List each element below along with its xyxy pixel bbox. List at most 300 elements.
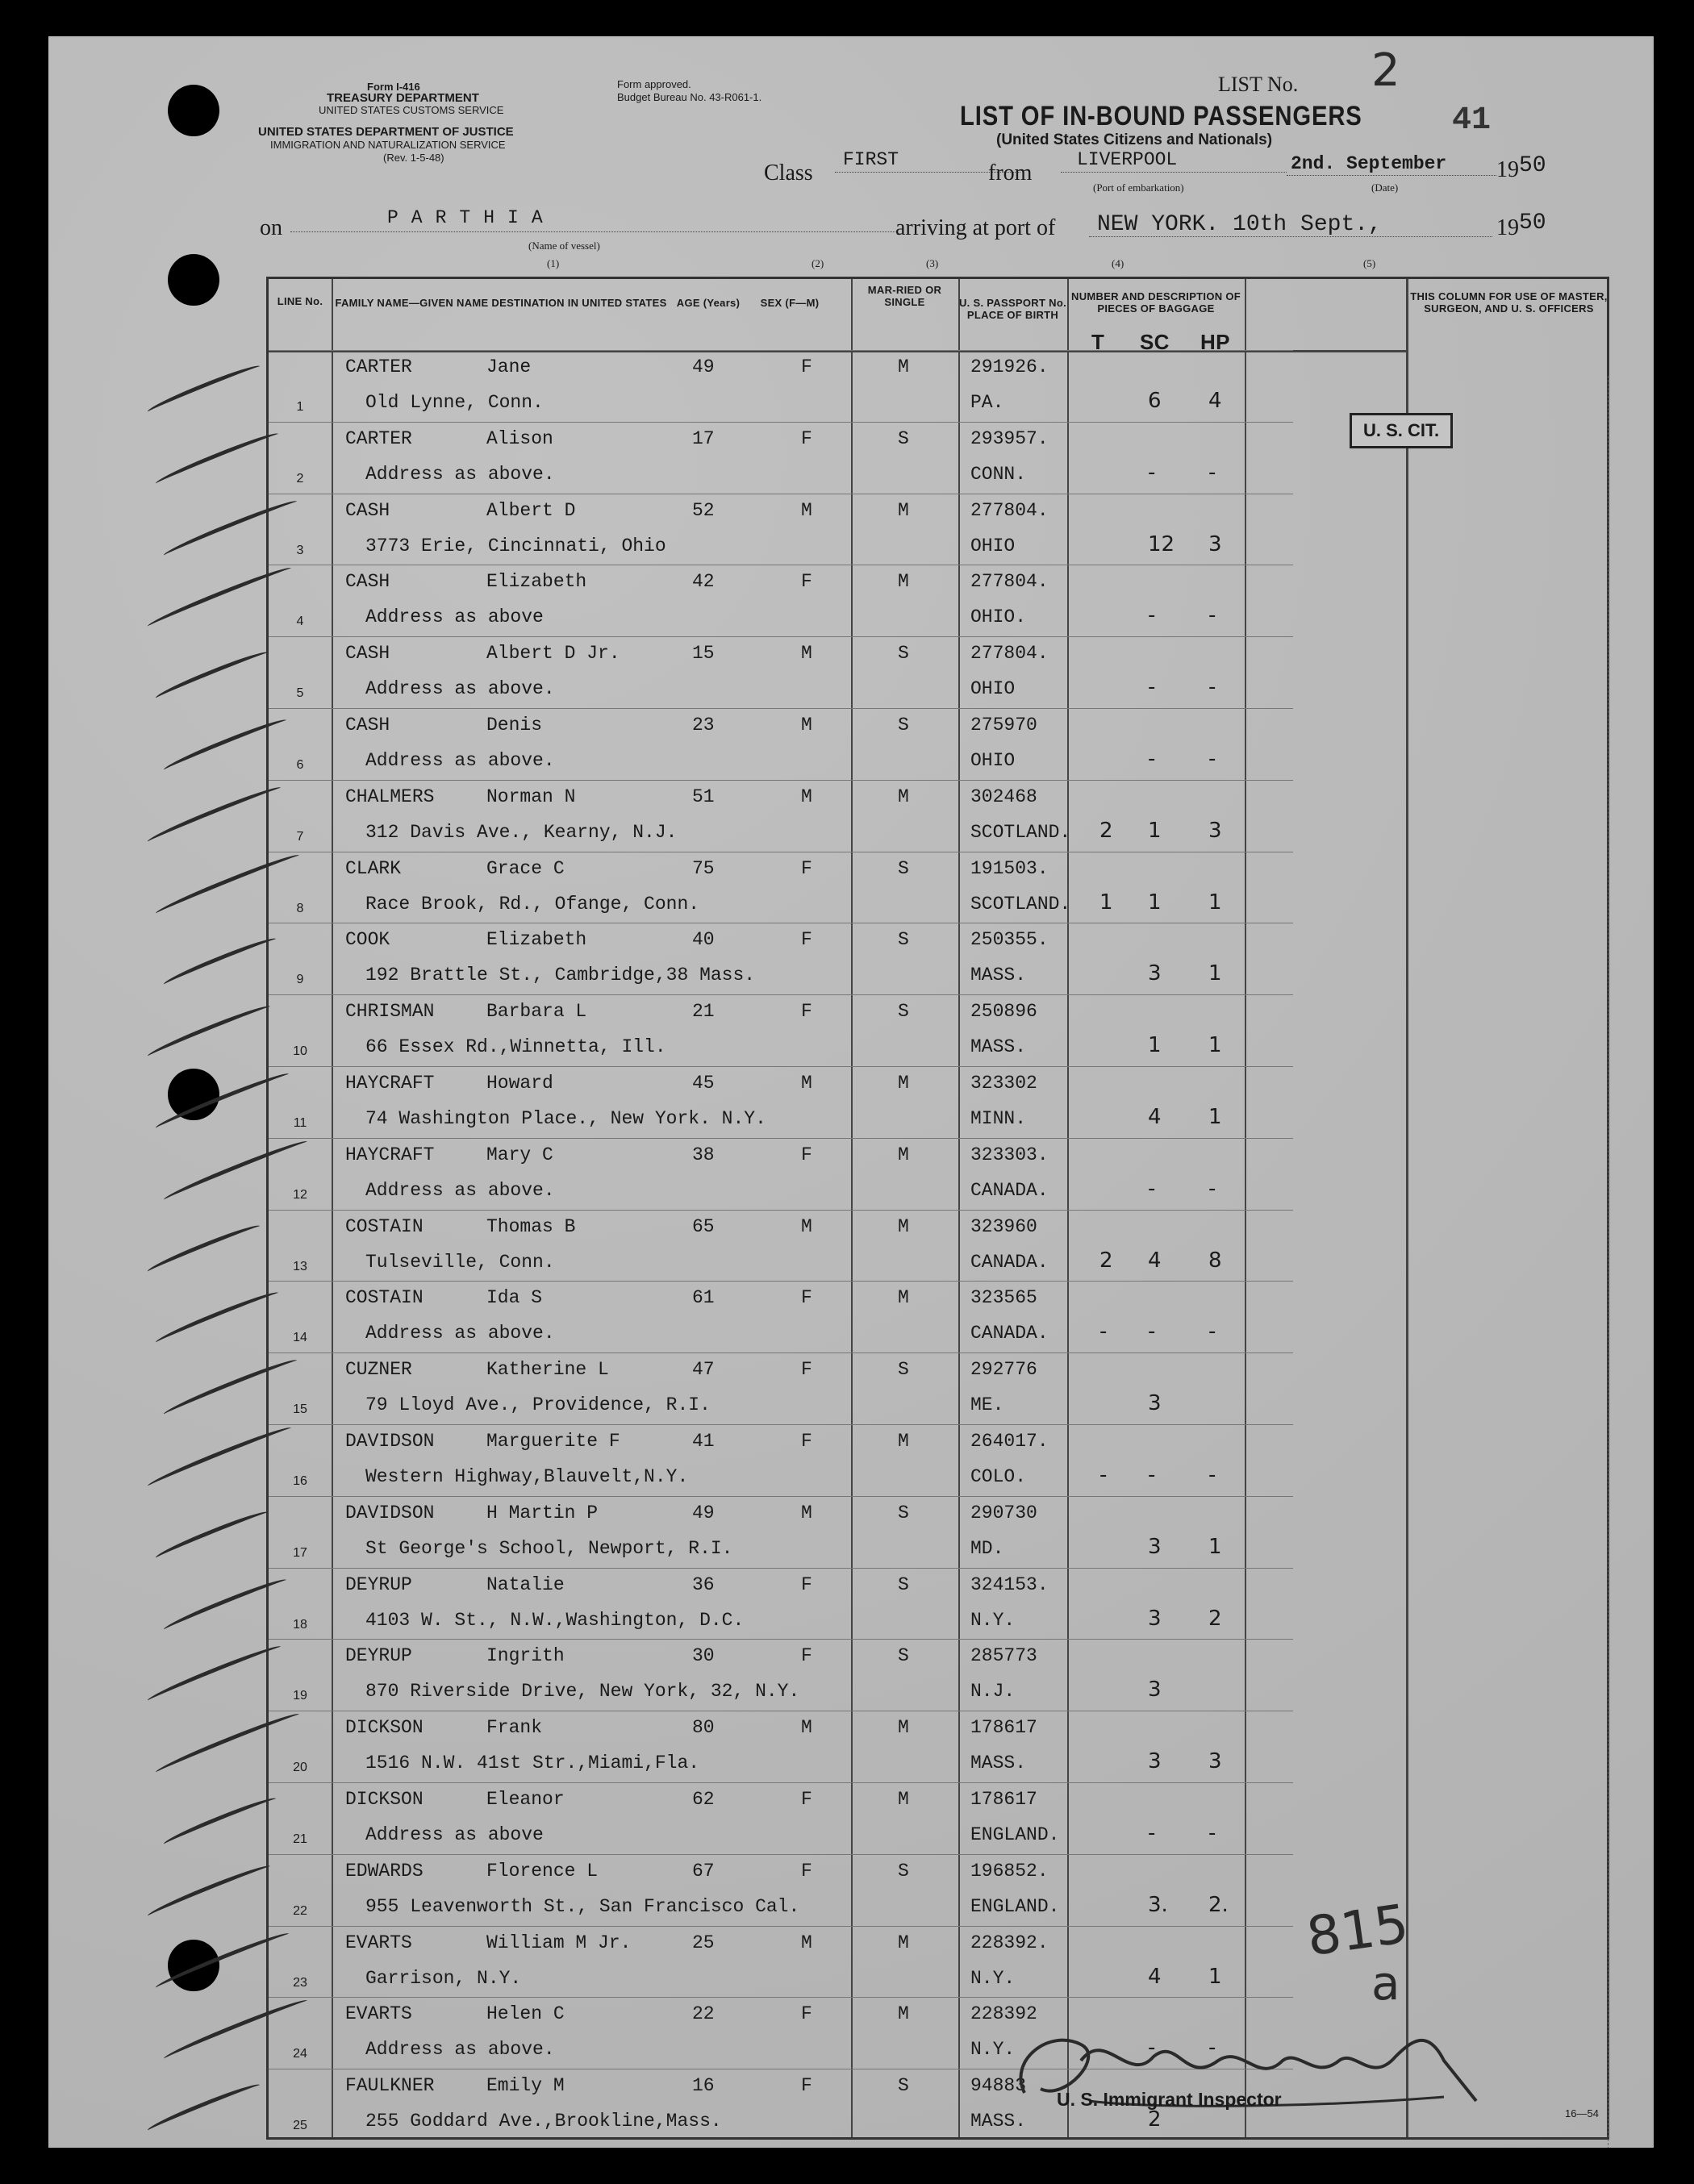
family-name: CLARK [345,857,402,879]
table-row [269,1496,1612,1567]
given-name: William M Jr. [486,1932,632,1953]
baggage-suitcases: - [1148,1176,1156,1201]
row-divider [269,1066,1293,1067]
passport-number: 178617 [970,1717,1037,1739]
age: 61 [692,1287,715,1309]
sex: M [801,1502,812,1523]
place-of-birth: MINN. [970,1108,1027,1129]
ins-service: IMMIGRATION AND NATURALIZATION SERVICE [270,139,506,151]
baggage-suitcases: 4 [1148,1105,1162,1129]
given-name: Thomas B [486,1215,576,1237]
margin-note-number: 815 [1303,1892,1412,1969]
passport-number: 323303. [970,1144,1049,1165]
sex: M [801,1215,812,1237]
place-of-birth: SCOTLAND. [970,821,1071,843]
marital-status: S [898,1645,909,1667]
baggage-suitcases: 3 [1148,1678,1162,1703]
destination-address: Address as above. [365,1179,555,1201]
marital-status: S [898,2075,909,2097]
sex: F [801,1431,812,1452]
marital-status: M [898,1073,909,1094]
given-name: H Martin P [486,1502,599,1523]
baggage-suitcases: - [1148,1319,1156,1344]
passport-number: 323302 [970,1073,1037,1094]
line-number: 7 [296,829,304,844]
destination-address: Garrison, N.Y. [365,1967,522,1989]
line-number: 9 [296,973,304,987]
family-name: DICKSON [345,1789,424,1810]
row-divider [269,1496,1293,1497]
passport-number: 277804. [970,499,1049,521]
baggage-suitcases: 2 [1148,2107,1162,2132]
passport-number: 196852. [970,1860,1049,1882]
header-married: MAR-RIED OR SINGLE [867,284,942,308]
age: 22 [692,2003,715,2025]
given-name: Jane [486,356,532,377]
sex: F [801,1287,812,1309]
given-name: Barbara L [486,1001,587,1023]
departure-date: 2nd. September [1291,153,1447,174]
line-number: 25 [293,2119,307,2133]
row-divider [269,1281,1293,1282]
marital-status: M [898,786,909,807]
marital-status: M [898,499,909,521]
table-row [269,780,1612,851]
baggage-handpieces: 4 [1208,389,1222,413]
age: 21 [692,1001,715,1023]
line-number: 18 [293,1617,307,1632]
marital-status: M [898,1932,909,1953]
baggage-suitcases: 6 [1148,389,1162,413]
sex: F [801,1144,812,1165]
table-row [269,636,1612,707]
given-name: Helen C [486,2003,565,2025]
row-divider [269,1210,1293,1211]
document-sheet [48,36,1654,2148]
table-row [269,923,1612,994]
place-of-birth: CANADA. [970,1179,1049,1201]
given-name: Frank [486,1717,543,1739]
given-name: Howard [486,1073,553,1094]
table-row [269,1281,1612,1352]
sex: F [801,2003,812,2025]
row-divider [269,1639,1293,1640]
place-of-birth: CANADA. [970,1251,1049,1273]
baggage-handpieces: 1 [1208,1033,1222,1058]
destination-address: 870 Riverside Drive, New York, 32, N.Y. [365,1681,800,1703]
sex: M [801,499,812,521]
sex: F [801,1789,812,1810]
family-name: DEYRUP [345,1645,412,1667]
age: 49 [692,356,715,377]
baggage-suitcases: - [1148,1463,1156,1487]
passport-number: 178617 [970,1789,1037,1810]
arrival-year-prefix: 19 [1496,215,1519,240]
place-of-birth: ME. [970,1394,1004,1416]
baggage-suitcases: 3. [1148,1892,1168,1917]
baggage-suitcases: 1 [1148,1033,1162,1058]
sex: F [801,929,812,951]
given-name: Denis [486,715,543,736]
budget-bureau: Budget Bureau No. 43-R061-1. [617,91,762,103]
table-row [269,1711,1612,1782]
age: 41 [692,1431,715,1452]
passenger-table [266,277,1609,2140]
check-mark [146,1642,283,1706]
sex: M [801,1932,812,1953]
given-name: Katherine L [486,1359,609,1381]
age: 80 [692,1717,715,1739]
baggage-trunks: - [1099,1319,1108,1344]
header-age: AGE (Years) [676,297,741,309]
row-divider [269,422,1293,423]
line-number: 23 [293,1975,307,1990]
destination-address: Address as above. [365,750,555,771]
sex: M [801,1073,812,1094]
marital-status: M [898,356,909,377]
destination-address: 955 Leavenworth St., San Francisco Cal. [365,1895,800,1917]
destination-address: Address as above. [365,678,555,700]
header-line-no: LINE No. [277,295,323,307]
check-mark [154,429,281,488]
row-divider [269,1854,1293,1855]
baggage-suitcases: 4 [1148,1964,1162,1989]
form-revision: (Rev. 1-5-48) [383,152,444,164]
line-number: 1 [296,400,304,414]
given-name: Elizabeth [486,929,587,951]
baggage-handpieces: 3 [1208,1749,1222,1774]
sex: F [801,1001,812,1023]
family-name: FAULKNER [345,2075,435,2097]
age: 52 [692,499,715,521]
inspector-caption: U. S. Immigrant Inspector [1057,2089,1282,2110]
check-mark [154,648,270,702]
table-row [269,1066,1612,1137]
given-name: Eleanor [486,1789,565,1810]
sex: F [801,1860,812,1882]
given-name: Florence L [486,1860,599,1882]
sex: F [801,356,812,377]
form-number: Form I-416 [367,81,420,93]
age: 62 [692,1789,715,1810]
destination-address: Address as above. [365,2039,555,2061]
age: 38 [692,1144,715,1165]
page-subtitle: (United States Citizens and Nationals) [996,131,1273,148]
given-name: Mary C [486,1144,553,1165]
given-name: Ingrith [486,1645,565,1667]
arriving-label: arriving at port of [895,215,1056,240]
marital-status: M [898,1717,909,1739]
passport-number: 94883 [970,2075,1027,2097]
marital-status: M [898,1144,909,1165]
from-label: from [988,160,1033,185]
age: 15 [692,643,715,665]
row-divider [269,1424,1293,1425]
page-number: 41 [1452,102,1492,139]
given-name: Elizabeth [486,571,587,593]
passport-number: 228392 [970,2003,1037,2025]
header-name: FAMILY NAME—GIVEN NAME DESTINATION IN UNITED STATES [335,297,667,309]
marital-status: S [898,1502,909,1523]
check-mark [146,361,262,416]
table-row [269,565,1612,636]
family-name: COOK [345,929,390,951]
place-of-birth: SCOTLAND. [970,893,1071,915]
destination-address: Address as above. [365,1323,555,1344]
check-mark [146,1221,262,1276]
baggage-handpieces: - [1208,2036,1216,2061]
family-name: DEYRUP [345,1573,412,1595]
family-name: HAYCRAFT [345,1073,435,1094]
baggage-handpieces: - [1208,1176,1216,1201]
place-of-birth: OHIO [970,535,1016,556]
passport-number: 191503. [970,857,1049,879]
line-number: 16 [293,1474,307,1488]
line-number: 10 [293,1044,307,1059]
destination-address: Old Lynne, Conn. [365,392,544,413]
place-of-birth: ENGLAND. [970,1824,1060,1845]
marital-status: S [898,929,909,951]
port-embark-caption: (Port of embarkation) [1093,181,1184,194]
marital-status: M [898,2003,909,2025]
baggage-suitcases: - [1148,460,1156,485]
table-row [269,422,1612,493]
marital-status: M [898,1431,909,1452]
destination-address: Race Brook, Rd., Ofange, Conn. [365,893,700,915]
line-number: 4 [296,615,304,629]
line-number: 12 [293,1187,307,1202]
line-number: 22 [293,1903,307,1918]
table-row [269,494,1612,565]
baggage-suitcases: - [1148,603,1156,628]
baggage-suitcases: 3 [1148,1391,1162,1416]
row-divider [269,1926,1293,1927]
passport-number: 293957. [970,427,1049,449]
row-divider [269,1138,1293,1139]
place-of-birth: ENGLAND. [970,1895,1060,1917]
row-divider [269,994,1293,995]
passport-number: 324153. [970,1573,1049,1595]
baggage-handpieces: - [1208,747,1216,771]
family-name: CARTER [345,427,412,449]
line-number: 24 [293,2047,307,2061]
family-name: DAVIDSON [345,1431,435,1452]
family-name: CHRISMAN [345,1001,435,1023]
passport-number: 323960 [970,1215,1037,1237]
row-divider [269,636,1293,637]
age: 47 [692,1359,715,1381]
age: 67 [692,1860,715,1882]
baggage-trunks: 2 [1099,818,1113,843]
family-name: EVARTS [345,2003,412,2025]
passport-number: 290730 [970,1502,1037,1523]
margin-note-letter: a [1371,1956,1400,2011]
passport-number: 275970 [970,715,1037,736]
destination-address: 74 Washington Place., New York. N.Y. [365,1108,766,1129]
table-row [269,1138,1612,1209]
customs-service: UNITED STATES CUSTOMS SERVICE [319,104,504,116]
baggage-suitcases: - [1148,675,1156,700]
marital-status: S [898,427,909,449]
arrival-port-date: NEW YORK. 10th Sept., [1097,212,1382,237]
passport-number: 277804. [970,571,1049,593]
list-no-label: LIST No. [1218,73,1299,96]
marital-status: S [898,643,909,665]
age: 75 [692,857,715,879]
age: 16 [692,2075,715,2097]
place-of-birth: MASS. [970,1753,1027,1774]
sex: F [801,427,812,449]
check-mark [154,1507,270,1562]
destination-address: Western Highway,Blauvelt,N.Y. [365,1466,689,1487]
passport-number: 264017. [970,1431,1049,1452]
col-num-3: (3) [926,257,939,269]
line-number: 13 [293,1259,307,1273]
passport-number: 302468 [970,786,1037,807]
baggage-suitcases: 3 [1148,961,1162,986]
destination-address: 66 Essex Rd.,Winnetta, Ill. [365,1036,666,1058]
family-name: CHALMERS [345,786,435,807]
table-row [269,1782,1612,1853]
col-num-4: (4) [1112,257,1124,269]
table-row [269,1854,1612,1925]
table-row [269,1210,1612,1281]
sex: F [801,1645,812,1667]
baggage-suitcases: 12 [1148,531,1175,556]
baggage-suitcases: 3 [1148,1749,1162,1774]
family-name: CASH [345,571,390,593]
baggage-handpieces: - [1208,1821,1216,1845]
row-divider [269,780,1293,781]
line-number: 20 [293,1761,307,1775]
justice-dept: UNITED STATES DEPARTMENT OF JUSTICE [258,125,514,139]
passport-number: 323565 [970,1287,1037,1309]
table-row [269,708,1612,779]
marital-status: S [898,1359,909,1381]
header-bag-t: T [1091,330,1105,354]
destination-address: 192 Brattle St., Cambridge,38 Mass. [365,965,756,986]
age: 17 [692,427,715,449]
given-name: Alison [486,427,553,449]
given-name: Emily M [486,2075,565,2097]
given-name: Albert D [486,499,576,521]
header-passport: U. S. PASSPORT No. PLACE OF BIRTH [958,297,1066,321]
destination-address: 4103 W. St., N.W.,Washington, D.C. [365,1609,745,1631]
page-title: LIST OF IN-BOUND PASSENGERS [960,101,1362,131]
baggage-suitcases: 3 [1148,1534,1162,1559]
destination-address: Address as above. [365,463,555,485]
header-bag-hp: HP [1200,330,1230,354]
place-of-birth: OHIO. [970,606,1027,628]
given-name: Natalie [486,1573,565,1595]
given-name: Albert D Jr. [486,643,620,665]
family-name: CASH [345,499,390,521]
age: 49 [692,1502,715,1523]
row-divider [269,1568,1293,1569]
form-code: 16—54 [1565,2107,1599,2119]
age: 51 [692,786,715,807]
binder-hole [168,85,219,136]
passport-number: 277804. [970,643,1049,665]
destination-address: 3773 Erie, Cincinnati, Ohio [365,535,666,556]
place-of-birth: MD. [970,1537,1004,1559]
age: 40 [692,929,715,951]
family-name: COSTAIN [345,1215,424,1237]
vessel-name: PARTHIA [387,207,556,228]
check-mark [146,1861,273,1920]
line-number: 5 [296,686,304,701]
check-mark [154,1288,281,1347]
header-officers: THIS COLUMN FOR USE OF MASTER, SURGEON, AND U. S. OFFICERS [1410,290,1608,315]
baggage-suitcases: 4 [1148,1248,1162,1273]
family-name: COSTAIN [345,1287,424,1309]
age: 36 [692,1573,715,1595]
row-divider [269,1352,1293,1353]
row-divider [269,708,1293,709]
baggage-suitcases: 3 [1148,1606,1162,1631]
place-of-birth: PA. [970,392,1004,413]
baggage-handpieces: 3 [1208,531,1222,556]
marital-status: M [898,1287,909,1309]
sex: M [801,786,812,807]
table-row [269,1352,1612,1423]
passport-number: 250896 [970,1001,1037,1023]
us-citizen-stamp: U. S. CIT. [1350,413,1453,448]
family-name: CARTER [345,356,412,377]
baggage-handpieces: 2 [1208,1606,1222,1631]
sex: F [801,1359,812,1381]
baggage-suitcases: 1 [1148,818,1162,843]
destination-address: Address as above [365,1824,544,1845]
row-divider [269,1997,1293,1998]
destination-address: Tulseville, Conn. [365,1251,555,1273]
baggage-handpieces: 1 [1208,890,1222,915]
table-row [269,1926,1612,1997]
marital-status: M [898,1215,909,1237]
col-num-2: (2) [812,257,824,269]
baggage-handpieces: - [1208,1319,1216,1344]
age: 25 [692,1932,715,1953]
col-num-1: (1) [547,257,560,269]
table-row [269,1568,1612,1639]
sex: M [801,1717,812,1739]
class-label: Class [764,160,813,185]
header-bag-sc: SC [1140,330,1170,354]
family-name: CUZNER [345,1359,412,1381]
check-mark [162,935,278,990]
baggage-trunks: - [1099,1463,1108,1487]
line-number: 2 [296,471,304,486]
header-sex: SEX (F—M) [760,297,820,309]
marital-status: M [898,571,909,593]
line-number: 21 [293,1832,307,1846]
baggage-handpieces: - [1208,675,1216,700]
family-name: CASH [345,643,390,665]
destination-address: St George's School, Newport, R.I. [365,1537,733,1559]
given-name: Marguerite F [486,1431,620,1452]
baggage-handpieces: 8 [1208,1248,1222,1273]
check-mark [146,783,283,847]
arrival-year-suffix: 50 [1519,210,1546,235]
place-of-birth: CONN. [970,463,1027,485]
passport-number: 250355. [970,929,1049,951]
on-label: on [260,215,282,240]
check-mark [146,2080,262,2135]
line-number: 8 [296,901,304,915]
table-row [269,1424,1612,1495]
place-of-birth: MASS. [970,1036,1027,1058]
row-divider [269,350,1293,351]
